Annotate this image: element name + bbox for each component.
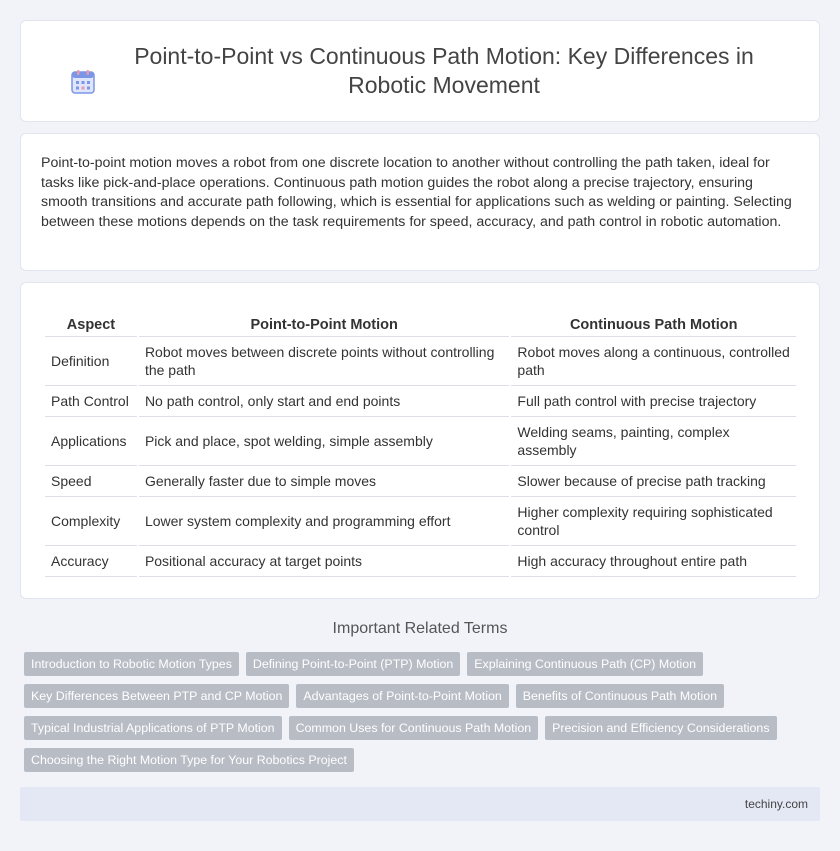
table-row	[45, 497, 796, 546]
header-aspect: Aspect	[45, 307, 137, 337]
row-ptp: Pick and place, spot welding, simple assembly	[139, 417, 509, 466]
row-aspect: Path Control	[45, 386, 137, 417]
header-continuous-path: Continuous Path Motion	[511, 307, 796, 337]
intro-paragraph: Point-to-point motion moves a robot from one discrete location to another without controlling the path taken, ideal for tasks like pick-and-place operations. Continuous path motion guides the robot along a precise trajectory, ensuring smooth transitions and accurate path following, which is essential for applications such as welding or painting. Selecting between these motions depends on the task requirements for speed, accuracy, and path control in robotic automation.	[41, 155, 792, 230]
row-cp: Robot moves along a continuous, controlled path	[511, 337, 796, 386]
comparison-table	[43, 307, 798, 577]
row-cp: Slower because of precise path tracking	[511, 466, 796, 497]
row-cp: Welding seams, painting, complex assembly	[511, 417, 796, 466]
row-aspect: Speed	[45, 466, 137, 497]
row-cp: High accuracy throughout entire path	[511, 546, 796, 577]
row-aspect: Definition	[45, 337, 137, 386]
title-wrap	[70, 42, 770, 100]
row-ptp: No path control, only start and end points	[139, 386, 509, 417]
related-term-tag[interactable]: Typical Industrial Applications of PTP Motion	[24, 716, 282, 740]
related-term-tag[interactable]: Choosing the Right Motion Type for Your Robotics Project	[24, 748, 354, 772]
related-term-tag[interactable]: Introduction to Robotic Motion Types	[24, 652, 239, 676]
footer-site[interactable]: techiny.com	[744, 797, 808, 811]
related-term-tag[interactable]: Defining Point-to-Point (PTP) Motion	[246, 652, 460, 676]
row-aspect: Accuracy	[45, 546, 137, 577]
row-cp: Higher complexity requiring sophisticated control	[511, 497, 796, 546]
table-row	[45, 337, 796, 386]
related-term-tag[interactable]: Advantages of Point-to-Point Motion	[296, 684, 508, 708]
table-row	[45, 546, 796, 577]
table-row	[45, 417, 796, 466]
table-row	[45, 386, 796, 417]
related-term-tag[interactable]: Precision and Efficiency Considerations	[545, 716, 776, 740]
row-cp: Full path control with precise trajectory	[511, 386, 796, 417]
row-aspect: Applications	[45, 417, 137, 466]
row-ptp: Lower system complexity and programming effort	[139, 497, 509, 546]
page-title: Point-to-Point vs Continuous Path Motion: Key Differences in Robotic Movement	[134, 43, 754, 98]
row-ptp: Positional accuracy at target points	[139, 546, 509, 577]
comparison-card	[20, 282, 820, 599]
row-ptp: Robot moves between discrete points without controlling the path	[139, 337, 509, 386]
row-ptp: Generally faster due to simple moves	[139, 466, 509, 497]
related-terms-title: Important Related Terms	[332, 620, 508, 637]
tag-row	[24, 716, 816, 740]
title-card	[20, 20, 820, 122]
tag-row	[24, 652, 816, 676]
tag-row	[24, 748, 816, 772]
header-point-to-point: Point-to-Point Motion	[139, 307, 509, 337]
tag-row	[24, 684, 816, 708]
table-header-row	[45, 307, 796, 337]
related-term-tag[interactable]: Key Differences Between PTP and CP Motion	[24, 684, 289, 708]
related-term-tag[interactable]: Explaining Continuous Path (CP) Motion	[467, 652, 703, 676]
related-terms-tags	[24, 652, 816, 780]
intro-card	[20, 133, 820, 271]
related-term-tag[interactable]: Common Uses for Continuous Path Motion	[289, 716, 539, 740]
calendar-icon	[70, 69, 96, 95]
related-term-tag[interactable]: Benefits of Continuous Path Motion	[516, 684, 724, 708]
table-row	[45, 466, 796, 497]
row-aspect: Complexity	[45, 497, 137, 546]
footer	[20, 787, 820, 821]
